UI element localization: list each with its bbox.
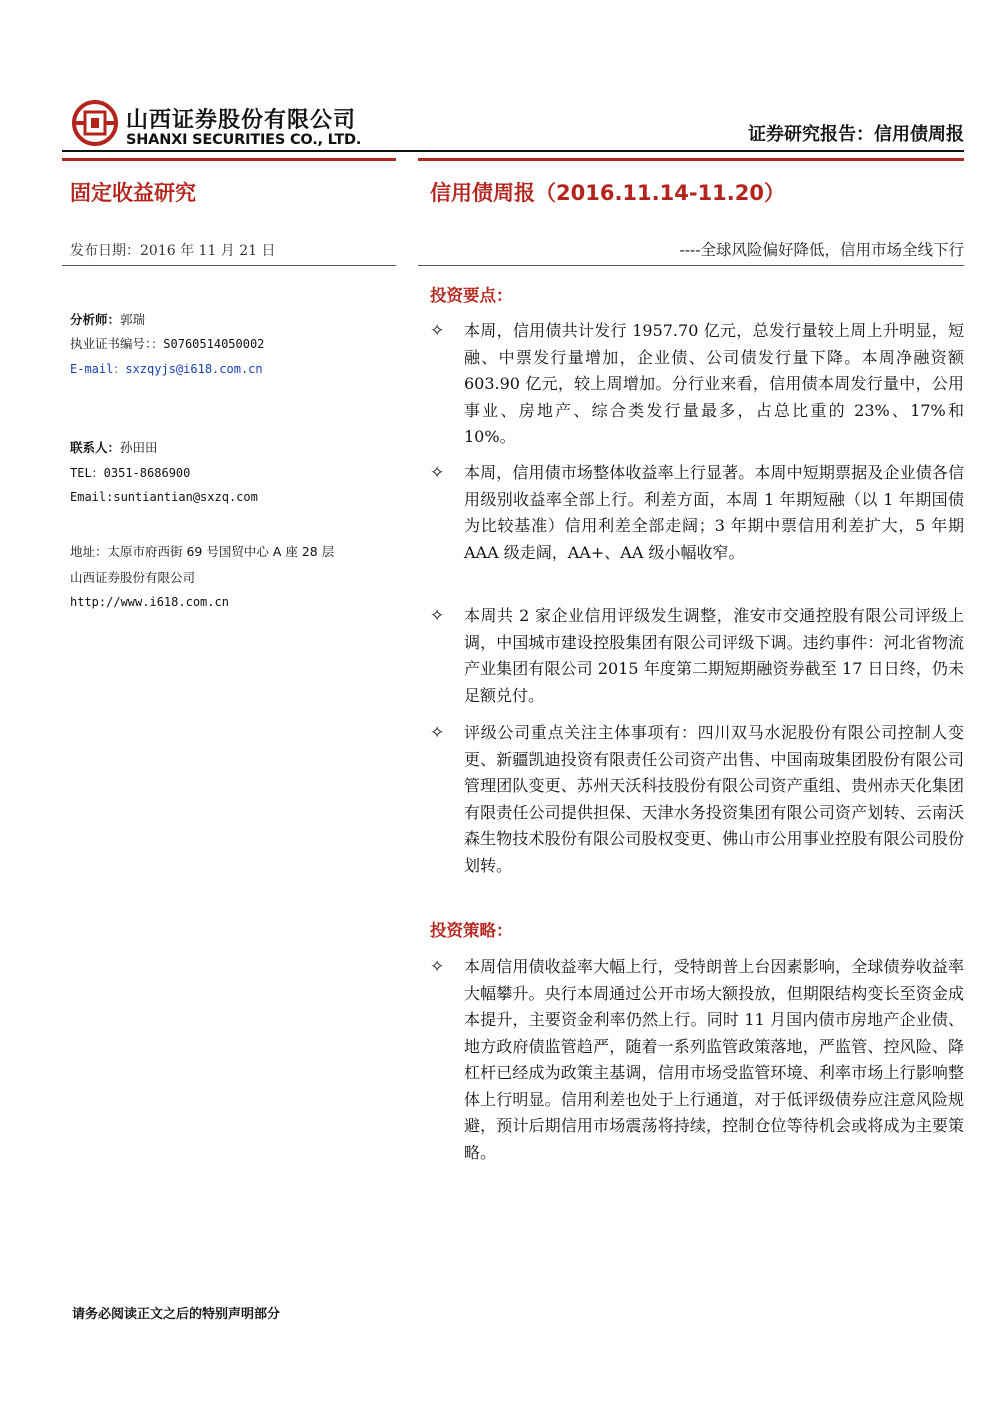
publish-date: 发布日期：2016 年 11 月 21 日 xyxy=(70,243,276,259)
website-link[interactable]: http://www.i618.com.cn xyxy=(70,595,229,609)
header-divider xyxy=(62,150,964,152)
right-thin-rule xyxy=(418,265,964,266)
left-accent-rule xyxy=(62,158,396,161)
contact-label: 联系人： xyxy=(70,440,121,455)
analyst-name: 郭瑞 xyxy=(120,312,146,327)
key-point-item xyxy=(430,318,970,451)
analyst-label: 分析师： xyxy=(70,312,121,327)
cert-value: ：S0760514050002 xyxy=(151,337,265,351)
company-logo-icon xyxy=(72,100,118,146)
bullet-diamond-icon: ✧ xyxy=(430,321,445,341)
contact-email[interactable]: Email:suntiantian@sxzq.com xyxy=(70,490,258,504)
contact-line xyxy=(70,438,158,456)
contact-name: 孙田田 xyxy=(120,440,158,455)
address-company: 山西证券股份有限公司 xyxy=(70,570,196,585)
bullet-diamond-icon: ✧ xyxy=(430,463,445,483)
strategy-heading: 投资策略： xyxy=(430,921,513,940)
analyst-email-line xyxy=(70,360,263,377)
disclaimer-note: 请务必阅读正文之后的特别声明部分 xyxy=(72,1307,281,1322)
company-name-cn: 山西证券股份有限公司 xyxy=(126,108,357,133)
analyst-line xyxy=(70,310,145,328)
key-point-text: 本周，信用债市场整体收益率上行显著。本周中短期票据及企业债各信用级别收益率全部上行。利差方面，本周 1 年期短融（以 1 年期国债为比较基准）信用利差全部走阔；3 年期中票信用利差扩大，5 年期 AAA 级走阔，AA+、AA 级小幅收窄。 xyxy=(464,463,964,562)
bullet-diamond-icon: ✧ xyxy=(430,957,445,977)
key-point-text: 评级公司重点关注主体事项有：四川双马水泥股份有限公司控制人变更、新疆凯迪投资有限责任公司资产出售、中国南玻集团股份有限公司管理团队变更、苏州天沃科技股份有限公司资产重组、贵州赤天化集团有限责任公司提供担保、天津水务投资集团有限公司资产划转、云南沃森生物技术股份有限公司股权变更、佛山市公用事业控股有限公司股份划转。 xyxy=(464,723,964,875)
analyst-email-label: E-mail： xyxy=(70,362,126,376)
right-accent-rule xyxy=(418,158,964,161)
bullet-diamond-icon: ✧ xyxy=(430,723,445,743)
cert-line xyxy=(70,334,264,352)
address-line: 地址：太原市府西街 69 号国贸中心 A 座 28 层 xyxy=(70,544,335,559)
document-title: 信用债周报（2016.11.14-11.20） xyxy=(430,181,785,205)
report-type: 证券研究报告：信用债周报 xyxy=(748,124,964,145)
document-subtitle: ----全球风险偏好降低，信用市场全线下行 xyxy=(679,241,964,259)
contact-tel: TEL：0351-8686900 xyxy=(70,466,191,480)
strategy-text: 本周信用债收益率大幅上行，受特朗普上台因素影响，全球债券收益率大幅攀升。央行本周通过公开市场大额投放，但期限结构变长至资金成本提升，主要资金利率仍然上行。同时 11 月国内债市房地产企业债、地方政府债监管趋严，随着一系列监管政策落地，严监管、控风险、降杠杆已经成为政策主基调，信用市场受监管环境、利率市场上行影响整体上行明显。信用利差也处于上行通道，对于低评级债券应注意风险规避，预计后期信用市场震荡将持续，控制仓位等待机会或将成为主要策略。 xyxy=(464,957,964,1162)
key-point-item xyxy=(430,720,970,879)
key-point-item xyxy=(430,460,970,566)
left-thin-rule xyxy=(62,265,396,266)
analyst-email-link[interactable]: sxzqyjs@i618.com.cn xyxy=(125,362,263,376)
strategy-item xyxy=(430,954,970,1166)
cert-label: 执业证书编号： xyxy=(70,336,152,351)
key-point-item xyxy=(430,603,970,709)
company-name-en: SHANXI SECURITIES CO., LTD. xyxy=(126,132,362,148)
section-title: 固定收益研究 xyxy=(70,181,196,205)
bullet-diamond-icon: ✧ xyxy=(430,606,445,626)
key-point-text: 本周共 2 家企业信用评级发生调整，淮安市交通控股有限公司评级上调，中国城市建设控股集团有限公司评级下调。违约事件：河北省物流产业集团有限公司 2015 年度第二期短期融资券截至 17 日日终，仍未足额兑付。 xyxy=(464,606,964,705)
key-point-text: 本周，信用债共计发行 1957.70 亿元，总发行量较上周上升明显，短融、中票发行量增加，企业债、公司债发行量下降。本周净融资额 603.90 亿元，较上周增加。分行业来看，信用债本周发行量中，公用事业、房地产、综合类发行量最多，占总比重的 23%、17%和 10%。 xyxy=(464,321,964,446)
key-points-heading: 投资要点： xyxy=(430,286,513,305)
